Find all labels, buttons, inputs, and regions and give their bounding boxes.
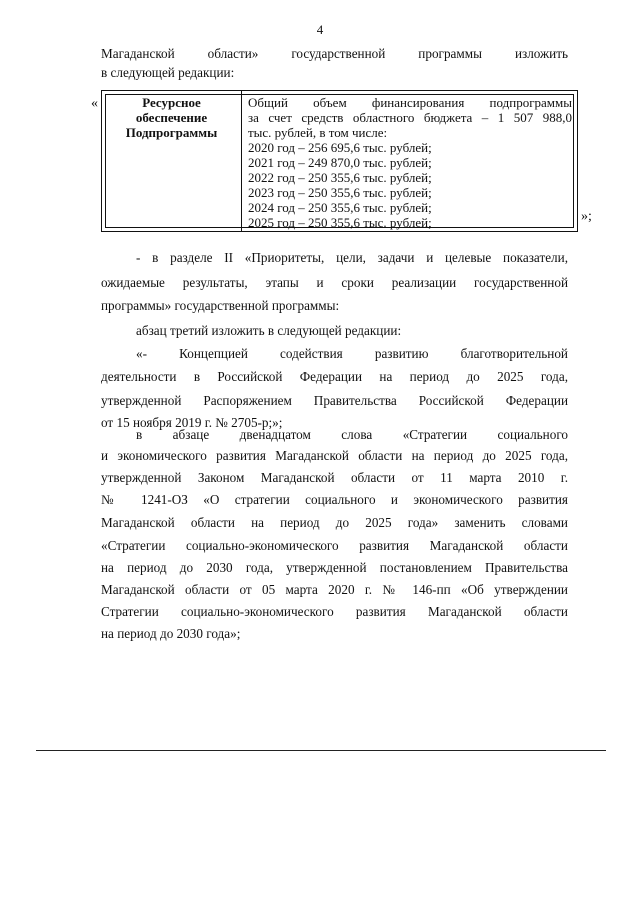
resource-content-line: 2025 год – 250 355,6 тыс. рублей; xyxy=(248,215,432,230)
resource-heading-line: обеспечение xyxy=(135,110,208,125)
resource-table xyxy=(101,90,578,232)
resource-heading-line: Ресурсное xyxy=(142,95,201,110)
resource-content-cell xyxy=(244,91,574,231)
body-line: и экономического развития Магаданской области на период до 2025 года, xyxy=(101,448,568,463)
table-open-quote: « xyxy=(91,96,98,111)
body-line: «- Концепцией содействия развитию благотворительной xyxy=(136,346,568,361)
body-line: утвержденной Распоряжением Правительства Российской Федерации xyxy=(101,393,568,408)
body-line: деятельности в Российской Федерации на период до 2025 года, xyxy=(101,369,568,384)
resource-content-line: 2021 год – 249 870,0 тыс. рублей; xyxy=(248,155,432,170)
body-line: № 1241-ОЗ «О стратегии социального и экономического развития xyxy=(101,492,568,507)
body-line: на период до 2030 года, утвержденной постановлением Правительства xyxy=(101,560,568,575)
body-line: утвержденной Законом Магаданской области от 11 марта 2010 г. xyxy=(101,470,568,485)
resource-content-line: 2024 год – 250 355,6 тыс. рублей; xyxy=(248,200,432,215)
body-line: - в разделе II «Приоритеты, цели, задачи и целевые показатели, xyxy=(136,250,568,265)
body-line: «Стратегии социально-экономического развития Магаданской области xyxy=(101,538,568,553)
body-line: на период до 2030 года»; xyxy=(101,626,241,641)
resource-content-line: за счет средств областного бюджета – 1 507 988,0 xyxy=(248,110,572,125)
body-line: абзац третий изложить в следующей редакции: xyxy=(136,323,402,338)
table-close-quote: »; xyxy=(581,209,592,224)
body-line: от 15 ноября 2019 г. № 2705-р;»; xyxy=(101,415,283,430)
resource-content-line: Общий объем финансирования подпрограммы xyxy=(248,95,572,110)
page-number: 4 xyxy=(316,22,324,37)
resource-heading-line: Подпрограммы xyxy=(125,125,218,140)
resource-content-line: 2022 год – 250 355,6 тыс. рублей; xyxy=(248,170,432,185)
body-line: Стратегии социально-экономического развития Магаданской области xyxy=(101,604,568,619)
body-line: Магаданской области на период до 2025 года» заменить словами xyxy=(101,515,568,530)
body-line: программы» государственной программы: xyxy=(101,298,340,313)
resource-heading-cell xyxy=(102,91,242,231)
body-line: Магаданской области от 05 марта 2020 г. № 146-пп «Об утверждении xyxy=(101,582,568,597)
intro-line-1: Магаданской области» государственной программы изложить xyxy=(101,46,568,61)
body-line: в абзаце двенадцатом слова «Стратегии социального xyxy=(136,427,568,442)
footer-divider xyxy=(36,750,606,751)
resource-content-line: тыс. рублей, в том числе: xyxy=(248,125,388,140)
resource-content-line: 2023 год – 250 355,6 тыс. рублей; xyxy=(248,185,432,200)
intro-line-2: в следующей редакции: xyxy=(101,65,235,80)
resource-content-line: 2020 год – 256 695,6 тыс. рублей; xyxy=(248,140,432,155)
body-line: ожидаемые результаты, этапы и сроки реализации государственной xyxy=(101,275,568,290)
